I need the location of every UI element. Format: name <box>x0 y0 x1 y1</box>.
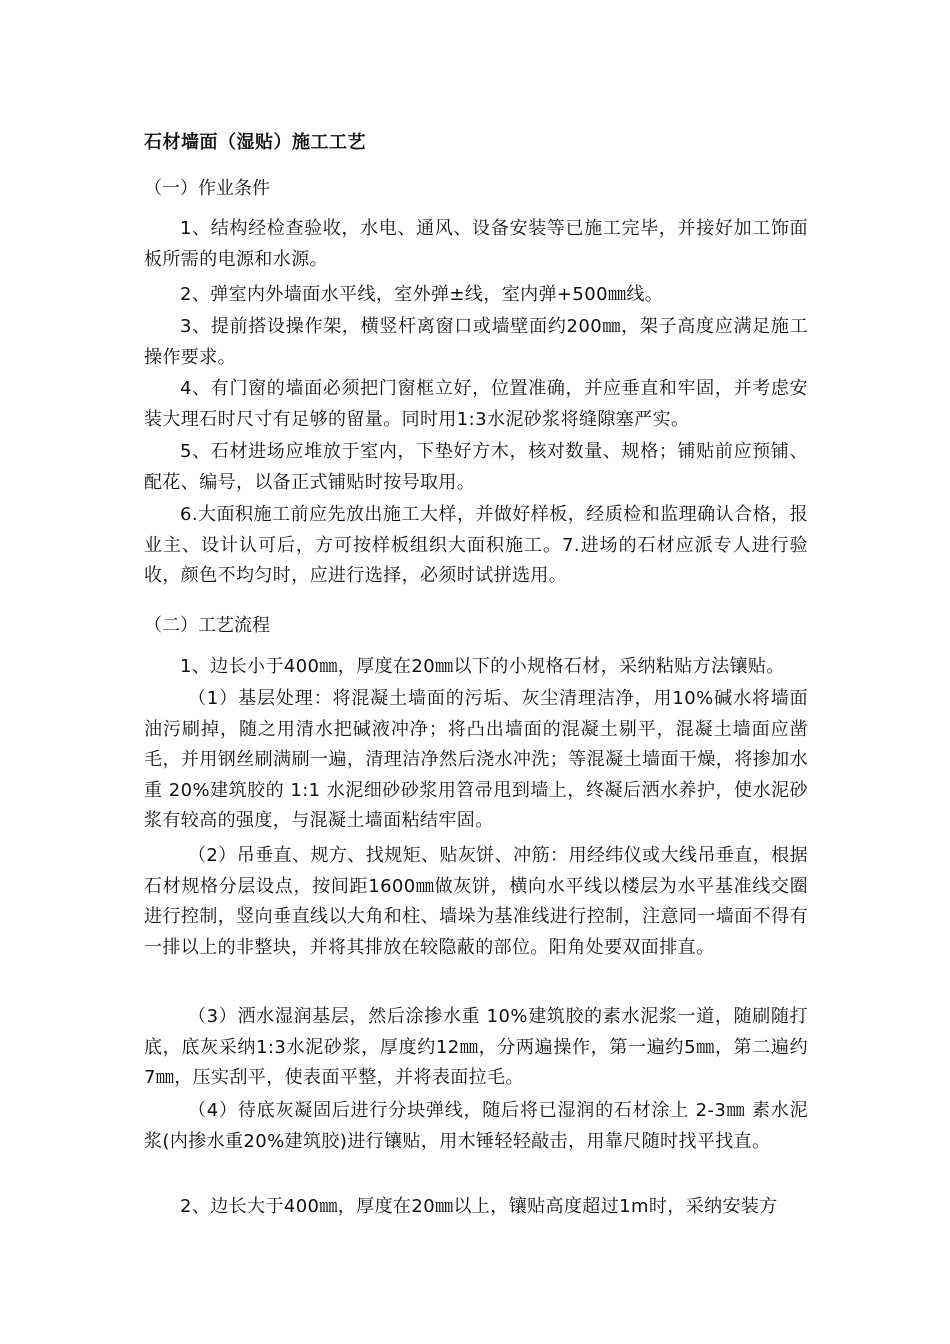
section-heading-work-conditions: （一）作业条件 <box>144 178 270 199</box>
paragraph-substep-3: （3）洒水湿润基层，然后涂掺水重 10%建筑胶的素水泥浆一道，随刷随打底，底灰采纳1:3水泥砂浆，厚度约12㎜，分两遍操作，第一遍约5㎜，第二遍约7㎜，压实刮平，使表面平整，并将表面拉毛。 <box>144 1006 808 1089</box>
paragraph-substep-2: （2）吊垂直、规方、找规矩、贴灰饼、冲筋：用经纬仪或大线吊垂直，根据石材规格分层设点，按间距1600㎜做灰饼，横向水平线以楼层为水平基准线交圈进行控制，竖向垂直线以大角和柱、墙垛为基准线进行控制，注意同一墙面不得有一排以上的非整块，并将其排放在较隐蔽的部位。阳角处要双面排直。 <box>144 845 808 958</box>
paragraph-condition-2: 2、弹室内外墙面水平线，室外弹±线，室内弹+500㎜线。 <box>180 284 664 305</box>
paragraph-condition-1: 1、结构经检查验收，水电、通风、设备安装等已施工完毕，并接好加工饰面板所需的电源和水源。 <box>144 218 808 270</box>
paragraph-substep-4: （4）待底灰凝固后进行分块弹线，随后将已湿润的石材涂上 2-3㎜ 素水泥浆(内掺水重20%建筑胶)进行镶贴，用木锤轻轻敲击，用靠尺随时找平找直。 <box>144 1100 808 1152</box>
paragraph-condition-5: 5、石材进场应堆放于室内，下垫好方木，核对数量、规格；铺贴前应预铺、配花、编号，以备正式铺贴时按号取用。 <box>144 441 808 493</box>
paragraph-condition-4: 4、有门窗的墙面必须把门窗框立好，位置准确，并应垂直和牢固，并考虑安装大理石时尺寸有足够的留量。同时用1:3水泥砂浆将缝隙塞严实。 <box>144 378 808 430</box>
paragraph-condition-6: 6.大面积施工前应先放出施工大样，并做好样板，经质检和监理确认合格，报业主、设计认可后，方可按样板组织大面积施工。7.进场的石材应派专人进行验收，颜色不均匀时，应进行选择，必须时试拼选用。 <box>144 504 808 587</box>
document-title: 石材墙面（湿贴）施工工艺 <box>144 132 366 153</box>
section-heading-process-flow: （二）工艺流程 <box>144 615 270 636</box>
paragraph-step-2: 2、边长大于400㎜，厚度在20㎜以上，镶贴高度超过1m时，采纳安装方 <box>180 1196 778 1217</box>
paragraph-condition-3: 3、提前搭设操作架，横竖杆离窗口或墙壁面约200㎜，架子高度应满足施工操作要求。 <box>144 316 808 368</box>
paragraph-step-1: 1、边长小于400㎜，厚度在20㎜以下的小规格石材，采纳粘贴方法镶贴。 <box>180 656 785 677</box>
paragraph-substep-1: （1）基层处理：将混凝土墙面的污垢、灰尘清理洁净，用10%碱水将墙面油污刷掉，随之用清水把碱液冲净；将凸出墙面的混凝土剔平，混凝土墙面应凿毛，并用钢丝刷满刷一遍，清理洁净然后浇水冲洗；等混凝土墙面干燥，将掺加水重 20%建筑胶的 1:1 水泥细砂砂浆用笤帚甩到墙上，终凝后洒水养护，使水泥砂浆有较高的强度，与混凝土墙面粘结牢固。 <box>144 688 808 832</box>
